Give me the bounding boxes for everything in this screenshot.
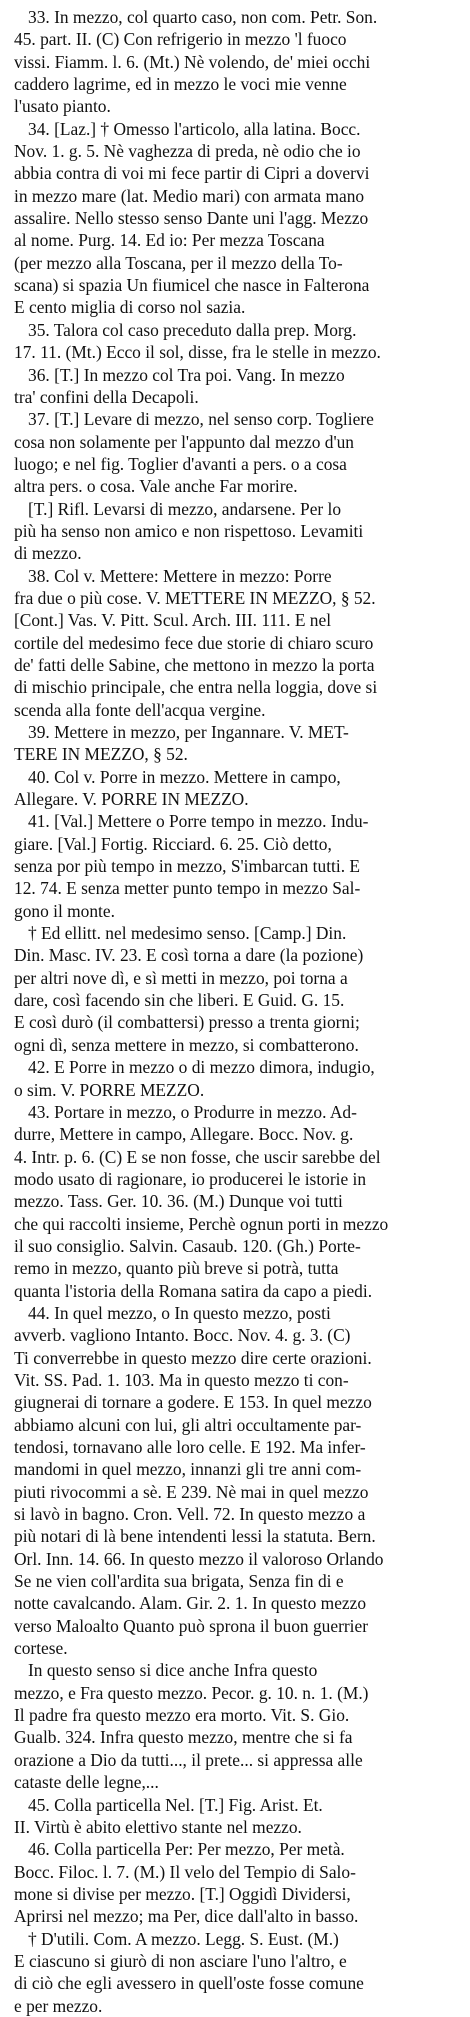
text-line: In questo senso si dice anche Infra questo xyxy=(28,1660,318,1681)
text-line: II. Virtù è abito elettivo stante nel mezzo. xyxy=(14,1816,302,1837)
text-line: per altri nove dì, e sì metti in mezzo, poi torna a xyxy=(14,967,348,988)
text-line: fra due o più cose. V. METTERE IN MEZZO, § 52. xyxy=(14,587,376,608)
text-line: più notari di là bene intendenti lessi la statuta. Bern. xyxy=(14,1526,376,1547)
text-line: modo usato di ragionare, io producerei le istorie in xyxy=(14,1168,367,1189)
text-line: altra pers. o cosa. Vale anche Far morire. xyxy=(14,476,298,497)
text-line: 37. [T.] Levare di mezzo, nel senso corp. Togliere xyxy=(28,409,374,430)
text-line: giugnerai di tornare a godere. E 153. In quel mezzo xyxy=(14,1392,372,1413)
text-line: E così durò (il combattersi) presso a trenta giorni; xyxy=(14,1012,360,1033)
text-line: assalire. Nello stesso senso Dante uni l'agg. Mezzo xyxy=(14,208,369,229)
text-line: [Cont.] Vas. V. Pitt. Scul. Arch. III. 111. E nel xyxy=(14,610,332,631)
text-line: in mezzo mare (lat. Medio mari) con armata mano xyxy=(14,185,365,206)
text-line: 12. 74. E senza metter punto tempo in mezzo Sal- xyxy=(14,878,361,899)
text-line: cosa non solamente per l'appunto dal mezzo d'un xyxy=(14,431,354,452)
text-line: abbiamo alcuni con lui, gli altri occultamente par- xyxy=(14,1414,362,1435)
text-line: mezzo, e Fra questo mezzo. Pecor. g. 10. n. 1. (M.) xyxy=(14,1682,369,1703)
text-line: Il padre fra questo mezzo era morto. Vit. S. Gio. xyxy=(14,1705,350,1726)
text-line: 40. Col v. Porre in mezzo. Mettere in campo, xyxy=(28,766,341,787)
text-line: durre, Mettere in campo, Allegare. Bocc. Nov. g. xyxy=(14,1124,354,1145)
text-line: 43. Portare in mezzo, o Produrre in mezzo. Ad- xyxy=(28,1101,357,1122)
text-line: gono il monte. xyxy=(14,900,115,921)
text-line: o sim. V. PORRE MEZZO. xyxy=(14,1079,205,1100)
text-line: 34. [Laz.] † Omesso l'articolo, alla latina. Bocc. xyxy=(28,118,361,139)
text-line: di ciò che egli avessero in quell'oste fosse comune xyxy=(14,1973,364,1994)
text-line: [T.] Rifl. Levarsi di mezzo, andarsene. Per lo xyxy=(28,498,342,519)
text-line: notte cavalcando. Alam. Gir. 2. 1. In questo mezzo xyxy=(14,1593,367,1614)
text-line: Aprirsi nel mezzo; ma Per, dice dall'alto in basso. xyxy=(14,1906,359,1927)
text-line: 41. [Val.] Mettere o Porre tempo in mezzo. Indu- xyxy=(28,811,369,832)
text-line: Din. Masc. IV. 23. E così torna a dare (la pozione) xyxy=(14,945,364,966)
text-line: Bocc. Filoc. l. 7. (M.) Il velo del Tempio di Salo- xyxy=(14,1861,356,1882)
text-line: più ha senso non amico e non rispettoso. Levamiti xyxy=(14,520,364,541)
text-line: scana) si spazia Un fiumicel che nasce in Falterona xyxy=(14,275,370,296)
text-line: piuti rivocommi a sè. E 239. Nè mai in quel mezzo xyxy=(14,1481,369,1502)
text-line: 36. [T.] In mezzo col Tra poi. Vang. In mezzo xyxy=(28,364,345,385)
text-line: 45. Colla particella Nel. [T.] Fig. Arist. Et. xyxy=(28,1794,323,1815)
text-line: dare, così facendo sin che liberi. E Guid. G. 15. xyxy=(14,990,345,1011)
text-line: Ti converrebbe in questo mezzo dire certe orazioni. xyxy=(14,1347,372,1368)
text-line: de' fatti delle Sabine, che mettono in mezzo la porta xyxy=(14,654,375,675)
text-line: avverb. vagliono Intanto. Bocc. Nov. 4. g. 3. (C) xyxy=(14,1325,351,1346)
text-line: l'usato pianto. xyxy=(14,96,111,117)
text-line: 44. In quel mezzo, o In questo mezzo, posti xyxy=(28,1302,331,1323)
text-line: 4. Intr. p. 6. (C) E se non fosse, che uscir sarebbe del xyxy=(14,1146,381,1167)
text-line: quanta l'istoria della Romana satira da capo a piedi. xyxy=(14,1280,373,1301)
text-line: e per mezzo. xyxy=(14,1995,103,2016)
text-line: senza por più tempo in mezzo, S'imbarcan tutti. E xyxy=(14,856,361,877)
text-line: giare. [Val.] Fortig. Ricciard. 6. 25. Ciò detto, xyxy=(14,833,332,854)
text-line: vissi. Fiamm. l. 6. (Mt.) Nè volendo, de' miei occhi xyxy=(14,51,371,72)
text-line: che qui raccolti insieme, Perchè ognun porti in mezzo xyxy=(14,1213,389,1234)
text-line: 46. Colla particella Per: Per mezzo, Per metà. xyxy=(28,1839,345,1860)
text-line: tra' confini della Decapoli. xyxy=(14,386,199,407)
text-line: cortile del medesimo fece due storie di chiaro scuro xyxy=(14,632,374,653)
text-line: mezzo. Tass. Ger. 10. 36. (M.) Dunque voi tutti xyxy=(14,1191,343,1212)
text-line: Vit. SS. Pad. 1. 103. Ma in questo mezzo ti con- xyxy=(14,1369,349,1390)
text-line: † D'utili. Com. A mezzo. Legg. S. Eust. (M.) xyxy=(28,1928,339,1949)
text-line: Orl. Inn. 14. 66. In questo mezzo il valoroso Orlando xyxy=(14,1548,384,1569)
text-line: mone si divise per mezzo. [T.] Oggidì Dividersi, xyxy=(14,1883,351,1904)
text-line: tendosi, tornavano alle loro celle. E 192. Ma infer- xyxy=(14,1437,366,1457)
text-line: Allegare. V. PORRE IN MEZZO. xyxy=(14,789,249,810)
text-line: Se ne vien coll'ardita sua brigata, Senza fin di e xyxy=(14,1571,344,1592)
text-line: orazione a Dio da tutti..., il prete... si appressa alle xyxy=(14,1749,363,1770)
text-line: mandomi in quel mezzo, innanzi gli tre anni com- xyxy=(14,1459,362,1480)
text-line: luogo; e nel fig. Toglier d'avanti a pers. o a cosa xyxy=(14,453,347,474)
text-line: si lavò in bagno. Cron. Vell. 72. In questo mezzo a xyxy=(14,1504,366,1525)
text-line: 17. 11. (Mt.) Ecco il sol, disse, fra le stelle in mezzo. xyxy=(14,342,381,363)
text-line: (per mezzo alla Toscana, per il mezzo della To- xyxy=(14,252,343,273)
text-line: remo in mezzo, quanto più breve si potrà, tutta xyxy=(14,1258,339,1279)
text-line: verso Maloalto Quanto può sprona il buon guerrier xyxy=(14,1615,369,1636)
text-line: abbia contra di voi mi fece partir di Cipri a dovervi xyxy=(14,163,370,184)
text-line: caddero lagrime, ed in mezzo le voci mie venne xyxy=(14,74,347,95)
text-line: 35. Talora col caso preceduto dalla prep. Morg. xyxy=(28,319,357,340)
text-line: Nov. 1. g. 5. Nè vaghezza di preda, nè odio che io xyxy=(14,141,361,162)
text-line: E ciascuno si giurò di non asciare l'uno l'altro, e xyxy=(14,1950,347,1971)
text-line: di mezzo. xyxy=(14,543,82,564)
text-line: ogni dì, senza mettere in mezzo, si combatterono. xyxy=(14,1034,359,1055)
text-line: al nome. Purg. 14. Ed io: Per mezza Toscana xyxy=(14,230,325,251)
text-line: scenda alla fonte dell'acqua vergine. xyxy=(14,699,266,720)
text-line: di mischio principale, che entra nella loggia, dove si xyxy=(14,677,378,698)
text-line: 39. Mettere in mezzo, per Ingannare. V. MET- xyxy=(28,722,349,742)
text-line: 42. E Porre in mezzo o di mezzo dimora, indugio, xyxy=(28,1057,375,1078)
text-line: 45. part. II. (C) Con refrigerio in mezzo 'l fuoco xyxy=(14,29,347,50)
text-line: TERE IN MEZZO, § 52. xyxy=(14,744,188,765)
text-line: Gualb. 324. Infra questo mezzo, mentre che si fa xyxy=(14,1727,353,1748)
text-line: cataste delle legne,... xyxy=(14,1772,159,1793)
text-line: E cento miglia di corso nol sazia. xyxy=(14,297,246,318)
text-line: 38. Col v. Mettere: Mettere in mezzo: Porre xyxy=(28,565,332,586)
text-line: 33. In mezzo, col quarto caso, non com. Petr. Son. xyxy=(28,7,378,27)
text-line: cortese. xyxy=(14,1638,68,1659)
text-line: il suo consiglio. Salvin. Casaub. 120. (Gh.) Porte- xyxy=(14,1235,361,1256)
text-line: † Ed ellitt. nel medesimo senso. [Camp.] Din. xyxy=(28,923,347,944)
